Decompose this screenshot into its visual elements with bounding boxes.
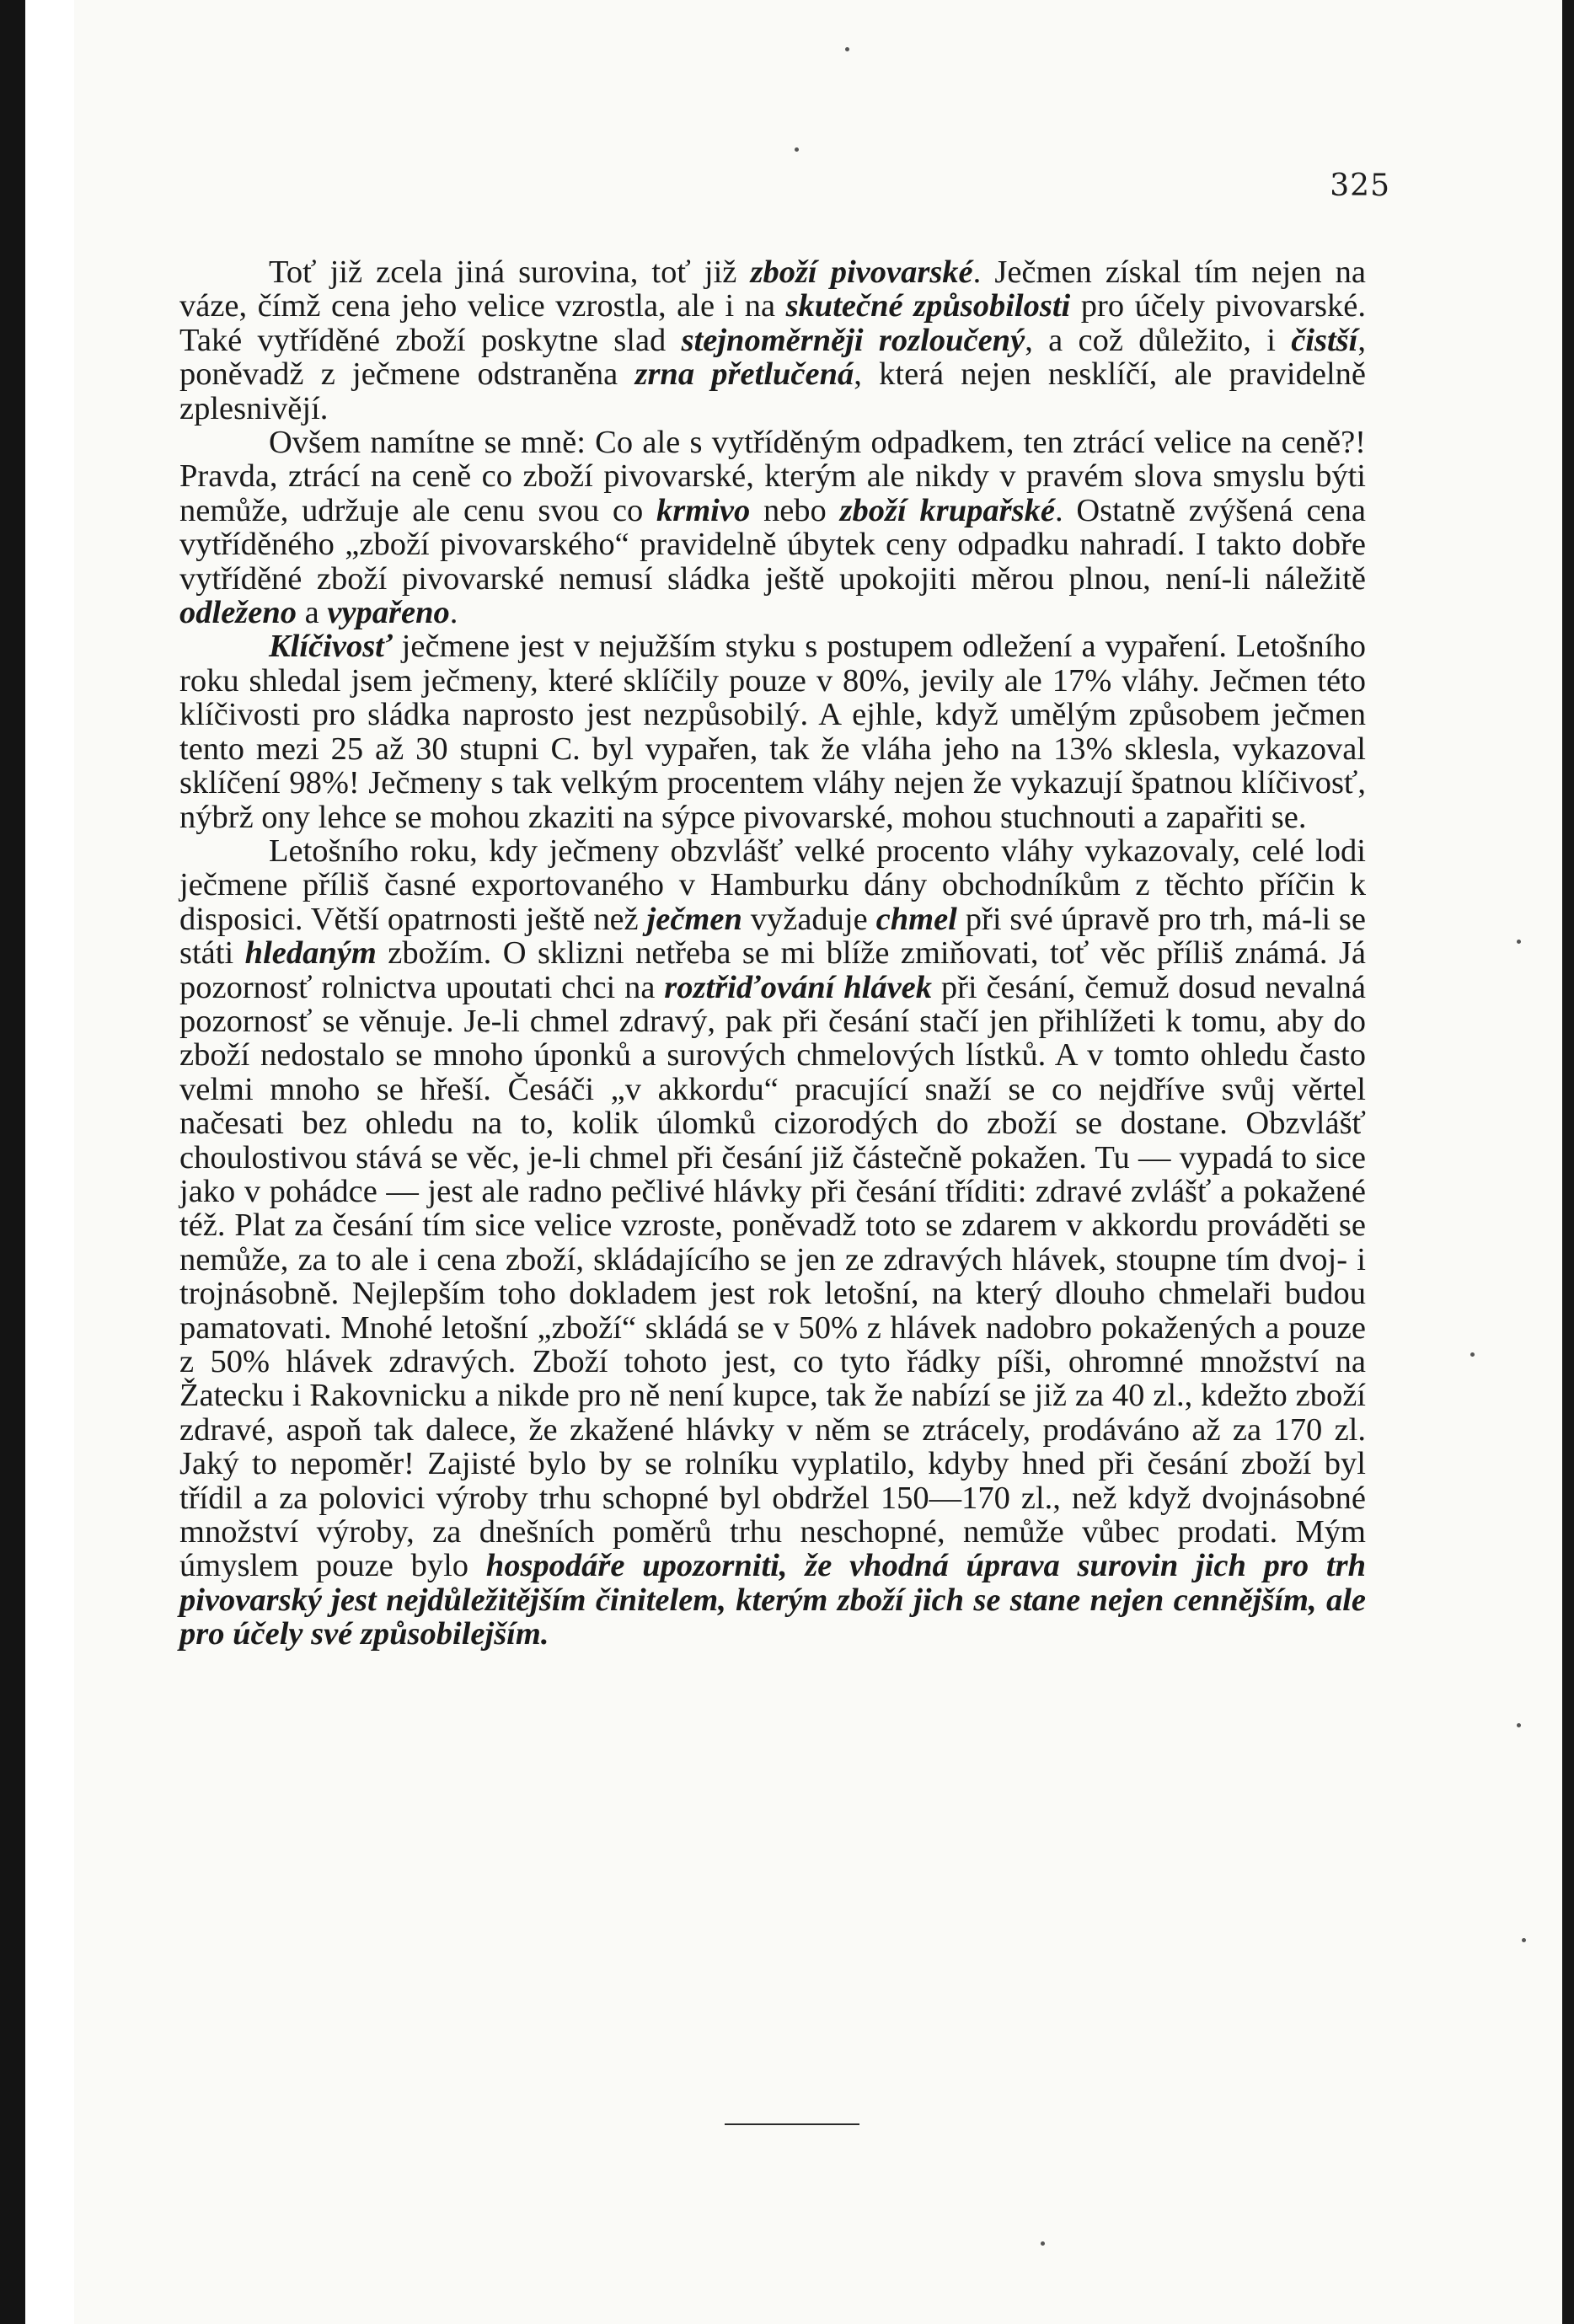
text-run: Ovšem namítne se mně: Co ale s vytříděným odpadkem, ten ztrácí velice na ceně?! Pravda, ztrácí na ceně co zboží pivovarské, kterým ale nikdy v pravém slova smyslu býti nemůže, udržuje ale cenu svou co xyxy=(179,425,1366,528)
emphasis: vypařeno xyxy=(327,595,450,631)
emphasis: roztřiďování hlávek xyxy=(664,969,933,1005)
paragraph-2 xyxy=(179,426,1366,629)
scan-speck xyxy=(1517,1723,1521,1727)
scan-speck xyxy=(1522,1938,1526,1942)
text-run: . Ostatně zvýšená cena vytříděného „zboží pivovarského“ pravidelně úbytek ceny odpadku nahradí. I takto dobře vytříděné zboží pivovarské nemusí sládka ještě upokojiti měrou plnou, není-li náležitě xyxy=(179,492,1366,597)
scan-speck xyxy=(1041,2241,1045,2246)
emphasis: hledaným xyxy=(244,935,377,972)
emphasis: Klíčivosť xyxy=(269,629,393,665)
scan-speck xyxy=(795,147,799,152)
text-run: a xyxy=(297,595,328,631)
emphasis: krmivo xyxy=(656,492,751,528)
emphasis: hospodáře upozorniti, že vhodná úprava surovin jich pro trh pivovarský jest nejdůležitějším činitelem, kterým zboží jich se stane nejen cennějším, ale pro účely své způsobilejším. xyxy=(179,1548,1366,1652)
emphasis: zboží krupařské xyxy=(839,492,1055,528)
text-run: , a což důležito, i xyxy=(1025,322,1292,358)
emphasis: chmel xyxy=(875,901,957,937)
text-run: při česání, čemuž dosud nevalná pozornosť se věnuje. Je-li chmel zdravý, pak při česání stačí jen přihlížeti k tomu, aby do zboží nedostalo se mnoho úponků a surových chmelových lístků. A v tomto ohledu často velmi mnoho se hřeší. Česáči „v akkordu“ pracující snaží se co nejdříve svůj věrtel načesati bez ohledu na to, kolik úlomků cizorodých do zboží se dostane. Obzvlášť choulostivou stává se věc, je-li chmel při česání již částečně pokažen. Tu — vypadá to sice jako v pohádce — jest ale radno pečlivé hlávky při česání tříditi: zdravé zvlášť a pokažené též. Plat za česání tím sice velice vzroste, poněvadž toto se zdarem v akkordu prováděti se nemůže, za to ale i cena zboží, skládajícího se jen ze zdravých hlávek, stoupne tím dvoj- i trojnásobně. Nejlepším toho dokladem jest rok letošní, na který dlouho chmelaři budou pamatovati. Mnohé letošní „zboží“ skládá se v 50% z hlávek nadobro pokažených a pouze z 50% hlávek zdravých. Zboží tohoto jest, co tyto řádky píši, ohromné množství na Žatecku i Rakovnicku a nikde pro ně není kupce, tak že nabízí se již za 40 zl., kdežto zboží zdravé, aspoň tak dalece, že zkažené hlávky v něm se ztrácely, prodáváno až za 170 zl. Jaký to nepoměr! Zajisté bylo by se rolníku vyplatilo, kdyby hned při česání zboží byl třídil a za polovici výroby trhu schopné byl obdržel 150—170 zl., než když dvojnásobné množství výroby, za dnešních poměrů trhu neschopné, nemůže vůbec prodati. Mým úmyslem pouze bylo xyxy=(179,969,1366,1584)
page-number: 325 xyxy=(1330,169,1390,203)
emphasis: ječmen xyxy=(646,901,742,937)
paragraph-1 xyxy=(179,255,1366,426)
scan-left-border xyxy=(0,0,25,2324)
text-run: Letošního roku, kdy ječmeny obzvlášť velké procento vláhy vykazovaly, celé lodi ječmene příliš časné exportovaného v Hamburku dány obchodníkům z těchto příčin k disposici. Větší opatrnosti ještě než xyxy=(179,833,1366,937)
scan-speck xyxy=(1517,940,1521,944)
text-run: , která nejen nesklíčí, ale pravidelně zplesnivějí. xyxy=(179,356,1367,426)
article-body xyxy=(179,255,1366,1652)
text-run: při své úpravě pro trh, má-li se státi xyxy=(179,901,1366,972)
emphasis: zrna přetlučená xyxy=(634,356,854,393)
scan-speck xyxy=(1470,1352,1475,1357)
text-run: ječmene jest v nejužším styku s postupem odležení a vypaření. Letošního roku shledal jsem ječmeny, které sklíčily pouze v 80%, jevily ale 17% vláhy. Ječmen této klíčivosti pro sládka naprosto jest nezpůsobilý. A ejhle, když umělým způsobem ječmen tento mezi 25 až 30 stupni C. byl vypařen, tak že vláha jeho na 13% sklesla, vykazoval sklíčení 98%! Ječmeny s tak velkým procentem vláhy nejen že vykazují špatnou klíčivosť, nýbrž ony lehce se mohou zkaziti na sýpce pivovarské, mohou stuchnouti a zapařiti se. xyxy=(179,629,1366,835)
scan-right-border xyxy=(1562,0,1574,2324)
emphasis: zboží pivovarské xyxy=(750,254,973,290)
paragraph-3 xyxy=(179,629,1366,833)
section-end-rule xyxy=(725,2123,859,2125)
emphasis: čistší xyxy=(1291,322,1358,358)
emphasis: skutečné způsobilosti xyxy=(785,288,1071,324)
text-run: nebo xyxy=(750,492,840,528)
text-run: . Ječmen získal tím nejen na váze, čímž cena jeho velice vzrostla, ale i na xyxy=(179,254,1366,324)
text-run: zbožím. O sklizni netřeba se mi blíže zmiňovati, toť věc příliš známá. Já pozornosť rolnictva upoutati chci na xyxy=(179,935,1366,1005)
scan-speck xyxy=(845,47,849,51)
text-run: vyžaduje xyxy=(741,901,876,937)
emphasis: odleženo xyxy=(179,595,297,631)
paragraph-4 xyxy=(179,834,1366,1652)
text-run: pro účely pivovarské. Také vytříděné zboží poskytne slad xyxy=(179,288,1366,358)
text-run: Toť již zcela jiná surovina, toť již xyxy=(269,254,751,290)
text-run: . xyxy=(449,595,458,631)
text-run: , poněvadž z ječmene odstraněna xyxy=(179,322,1366,393)
emphasis: stejnoměrněji rozloučený xyxy=(681,322,1025,358)
